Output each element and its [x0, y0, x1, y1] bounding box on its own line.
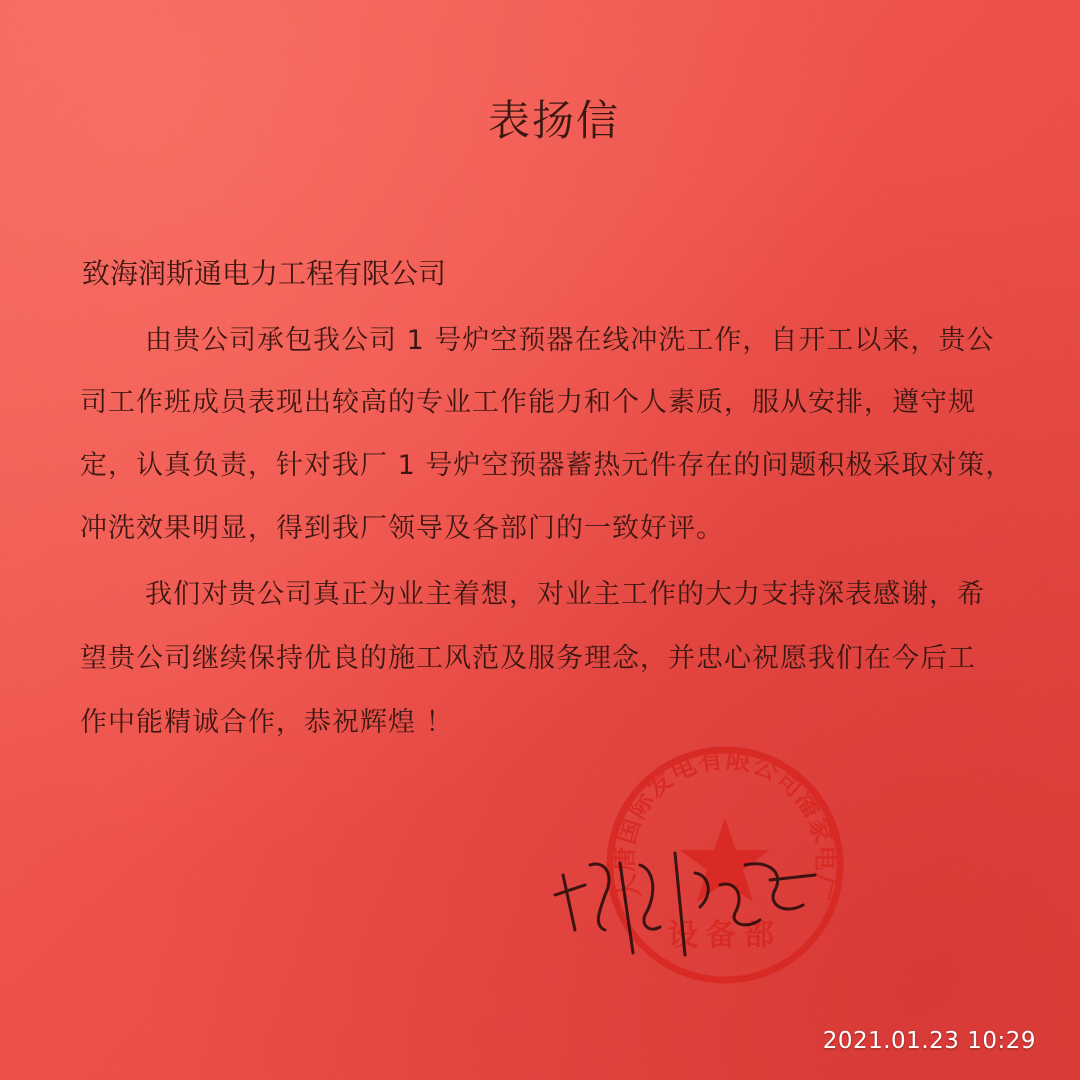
photo-timestamp: 2021.01.23 10:29 — [822, 1028, 1036, 1054]
seal-center-text: 设备部 — [668, 918, 782, 953]
letter-body-line: 冲洗效果明显，得到我厂领导及各部门的一致好评。 — [80, 513, 724, 544]
letter-title: 表扬信 — [487, 96, 620, 145]
letter-body-line: 定，认真负责，针对我厂 1 号炉空预器蓄热元件存在的问题积极采取对策， — [80, 450, 1014, 481]
letter-salutation: 致海润斯通电力工程有限公司 — [82, 257, 447, 290]
seal-ring-text: 大唐国际发电有限公司潘家电厂 — [609, 744, 841, 904]
letter-body-line: 望贵公司继续保持优良的施工风范及服务理念，并忠心祝愿我们在今后工 — [80, 643, 976, 674]
letter-body-line: 司工作班成员表现出较高的专业工作能力和个人素质，服从安排，遵守规 — [80, 387, 976, 418]
handwritten-signature — [545, 835, 825, 975]
letter-body-line: 由贵公司承包我公司 1 号炉空预器在线冲洗工作，自开工以来，贵公 — [145, 325, 995, 356]
letter-body-line: 我们对贵公司真正为业主着想，对业主工作的大力支持深表感谢，希 — [145, 579, 985, 610]
letter-body-line: 作中能精诚合作，恭祝辉煌 ！ — [80, 707, 454, 738]
